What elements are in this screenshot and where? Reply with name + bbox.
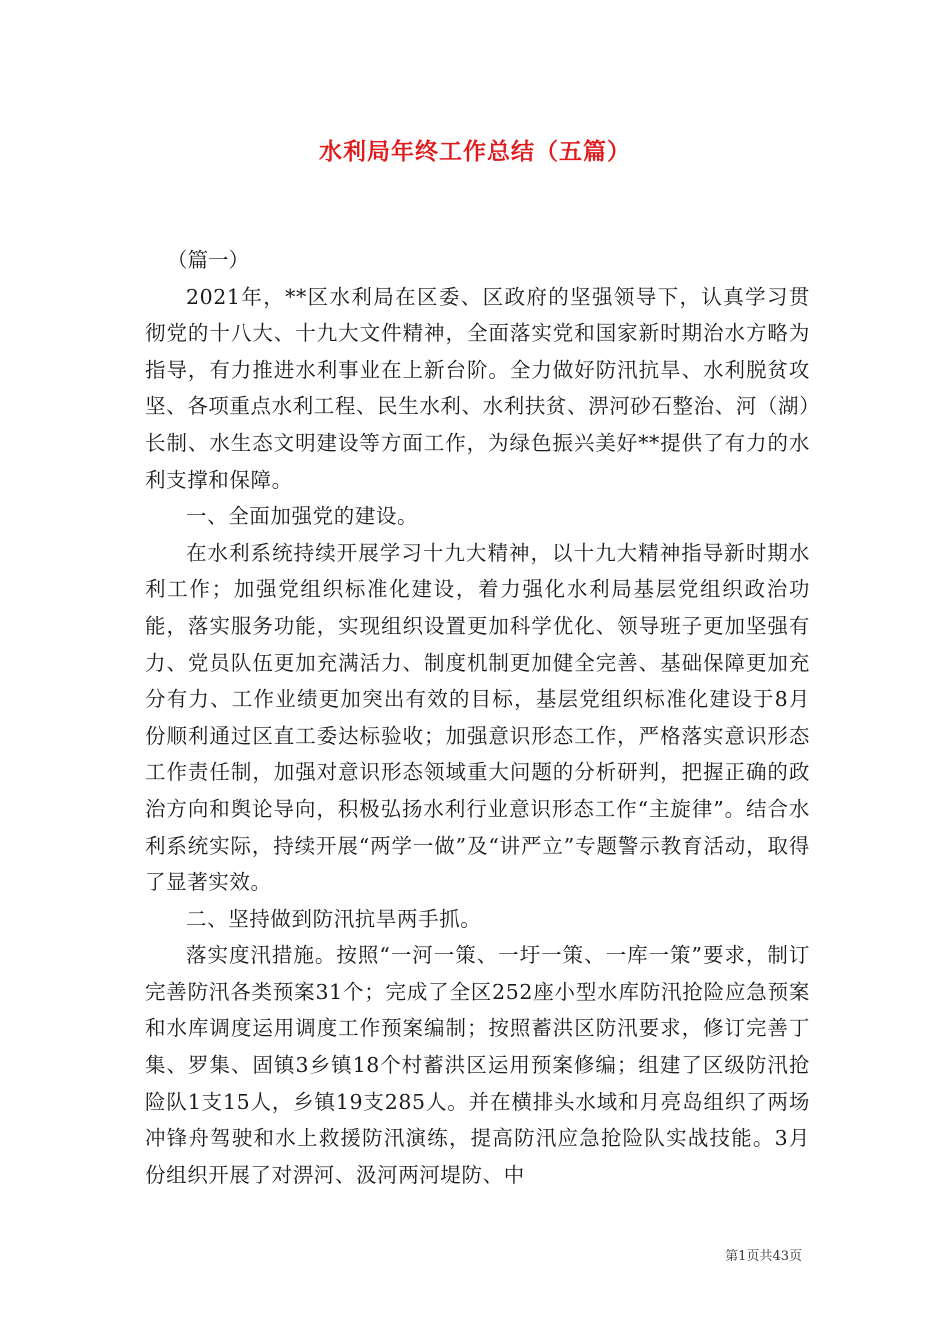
document-title: 水利局年终工作总结（五篇）	[319, 138, 631, 165]
paragraph-intro: 2021年，**区水利局在区委、区政府的坚强领导下，认真学习贯彻党的十八大、十九大文件精神，全面落实党和国家新时期治水方略为指导，有力推进水利事业在上新台阶。全力做好防汛抗旱、水利脱贫攻坚、各项重点水利工程、民生水利、水利扶贫、淠河砂石整治、河（湖）长制、水生态文明建设等方面工作，为绿色振兴美好**提供了有力的水利支撑和保障。	[145, 284, 810, 492]
paragraph-party-building: 在水利系统持续开展学习十九大精神，以十九大精神指导新时期水利工作；加强党组织标准化建设，着力强化水利局基层党组织政治功能，落实服务功能，实现组织设置更加科学优化、领导班子更加坚强有力、党员队伍更加充满活力、制度机制更加健全完善、基础保障更加充分有力、工作业绩更加突出有效的目标，基层党组织标准化建设于8月份顺利通过区直工委达标验收；加强意识形态工作，严格落实意识形态工作责任制，加强对意识形态领域重大问题的分析研判，把握正确的政治方向和舆论导向，积极弘扬水利行业意识形态工作“主旋律”。结合水利系统实际，持续开展“两学一做”及“讲严立”专题警示教育活动，取得了显著实效。	[145, 540, 810, 895]
paragraph-flood-measures: 落实度汛措施。按照“一河一策、一圩一策、一库一策”要求，制订完善防汛各类预案31个；完成了全区252座小型水库防汛抢险应急预案和水库调度运用调度工作预案编制；按照蓄洪区防汛要求，修订完善丁集、罗集、固镇3乡镇18个村蓄洪区运用预案修编；组建了区级防汛抢险队1支15人，乡镇19支285人。并在横排头水域和月亮岛组织了两场冲锋舟驾驶和水上救援防汛演练，提高防汛应急抢险队实战技能。3月份组织开展了对淠河、汲河两河堤防、中	[145, 943, 810, 1187]
section-label: （篇一）	[167, 248, 249, 272]
document-body	[145, 242, 810, 1193]
heading-party-building: 一、全面加强党的建设。	[186, 504, 419, 529]
heading-flood-drought: 二、坚持做到防汛抗旱两手抓。	[186, 906, 482, 931]
page-number: 第1页共43页	[725, 1249, 802, 1264]
